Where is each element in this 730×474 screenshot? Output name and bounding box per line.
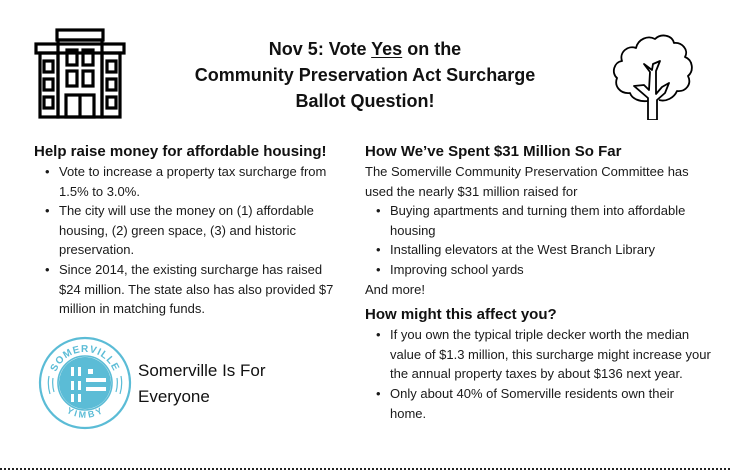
list-item: • Only about 40% of Somerville residents own their home. — [390, 384, 713, 423]
section-heading: Help raise money for affordable housing! — [34, 143, 327, 160]
title-line-3: Ballot Question! — [295, 91, 435, 111]
list-item: • Buying apartments and turning them into affordable housing — [390, 201, 713, 240]
list-item: • The city will use the money on (1) affordable housing, (2) green space, (3) and historic preservation. — [59, 201, 344, 260]
intro-text: The Somerville Community Preservation Committee has used the nearly $31 million raised for — [365, 164, 689, 199]
title-line-1: Nov 5: Vote Yes on the — [268, 39, 462, 59]
affect-bullet-list — [365, 325, 713, 423]
tree-icon — [612, 24, 696, 120]
svg-text:YIMBY: YIMBY — [65, 405, 105, 421]
section-heading: How We’ve Spent $31 Million So Far — [365, 143, 622, 160]
tagline: Somerville Is For Everyone — [138, 361, 266, 406]
list-item: • Improving school yards — [390, 260, 713, 280]
affect-heading: How might this affect you? — [365, 306, 557, 324]
apartment-building-icon — [34, 28, 126, 120]
affordable-housing-section — [34, 142, 344, 319]
list-item: • Installing elevators at the West Branch Library — [390, 240, 713, 260]
somerville-yimby-logo — [38, 336, 132, 430]
outro-text: And more! — [365, 281, 425, 297]
bullet-list — [365, 201, 713, 279]
list-item: • Vote to increase a property tax surcharge from 1.5% to 3.0%. — [59, 162, 344, 201]
title-line-2: Community Preservation Act Surcharge — [194, 65, 536, 85]
list-item: • Since 2014, the existing surcharge has raised $24 million. The state also has also provided $7 million in matching funds. — [59, 260, 344, 319]
bullet-list — [34, 162, 344, 319]
svg-text:SOMERVILLE: SOMERVILLE — [48, 343, 122, 374]
page-title — [180, 36, 550, 114]
spending-section — [365, 142, 713, 423]
dotted-divider — [0, 468, 730, 470]
list-item: • If you own the typical triple decker worth the median value of $1.3 million, this surcharge might increase your the annual property taxes by about $136 next year. — [390, 325, 713, 384]
yes-emphasis: Yes — [371, 39, 403, 59]
